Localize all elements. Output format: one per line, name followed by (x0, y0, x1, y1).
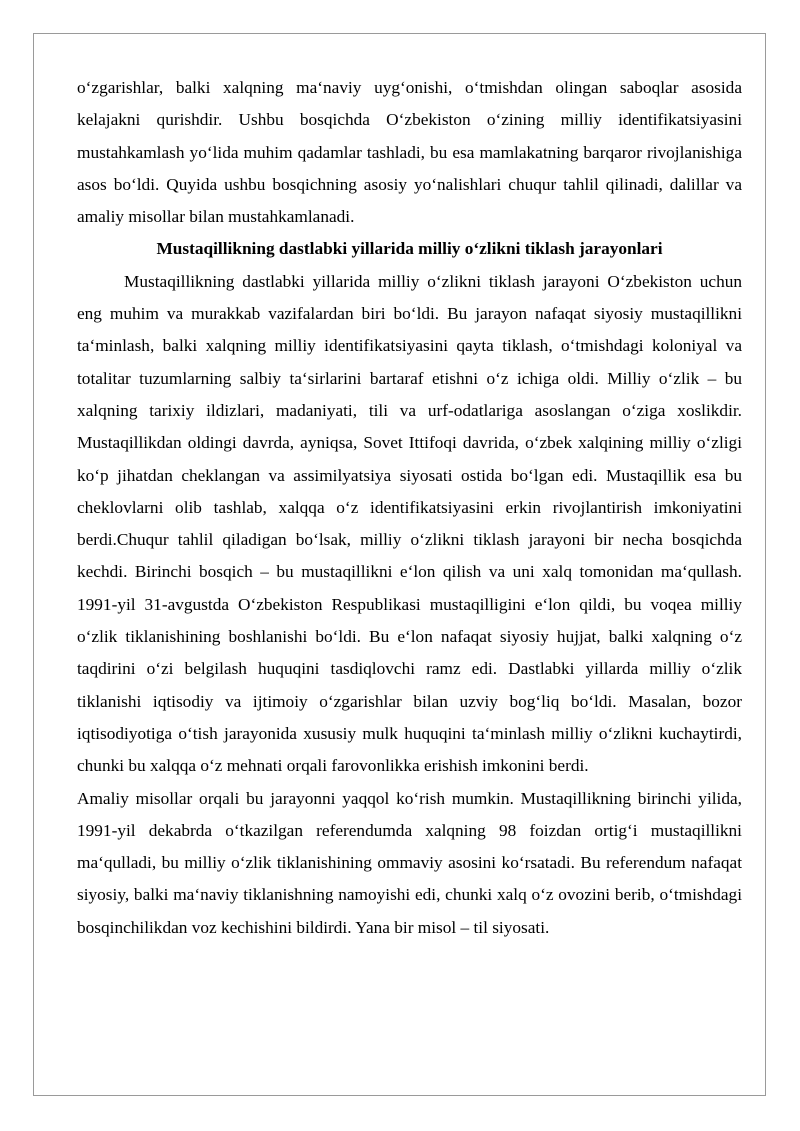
paragraph-intro: o‘zgarishlar, balki xalqning ma‘naviy uyg‘onishi, o‘tmishdan olingan saboqlar asosida kelajakni qurishdir. Ushbu bosqichda O‘zbekiston o‘zining milliy identifikatsiyasini mustahkamlash yo‘lida muhim qadamlar tashladi, bu esa mamlakatning barqaror rivojlanishiga asos bo‘ldi. Quyida ushbu bosqichning asosiy yo‘nalishlari chuqur tahlil qilinadi, dalillar va amaliy misollar bilan mustahkamlanadi. (77, 78, 742, 227)
paragraph-examples: Amaliy misollar orqali bu jarayonni yaqqol ko‘rish mumkin. Mustaqillikning birinchi yilida, 1991-yil dekabrda o‘tkazilgan referendumda xalqning 98 foizdan ortig‘i mustaqillikni ma‘qulladi, bu milliy o‘zlik tiklanishining ommaviy asosini ko‘rsatadi. Bu referendum nafaqat siyosiy, balki ma‘naviy tiklanishning namoyishi edi, chunki xalq o‘z ovozini berib, o‘tmishdagi bosqinchilikdan voz kechishini bildirdi. Yana bir misol – til siyosati. (77, 788, 742, 937)
document-body (77, 72, 742, 944)
section-heading: Mustaqillikning dastlabki yillarida milliy o‘zlikni tiklash jarayonlari (156, 239, 663, 259)
paragraph-main: Mustaqillikning dastlabki yillarida milliy o‘zlikni tiklash jarayoni O‘zbekiston uchun eng muhim va murakkab vazifalardan biri bo‘ldi. Bu jarayon nafaqat siyosiy mustaqillikni ta‘minlash, balki xalqning milliy identifikatsiyasini qayta tiklash, o‘tmishdagi koloniyal va totalitar tuzumlarning salbiy ta‘sirlarini bartaraf etishni o‘z ichiga oldi. Milliy o‘zlik – bu xalqning tarixiy ildizlari, madaniyati, tili va urf-odatlariga asoslangan o‘ziga xoslikdir. Mustaqillikdan oldingi davrda, ayniqsa, Sovet Ittifoqi davrida, o‘zbek xalqining milliy o‘zligi ko‘p jihatdan cheklangan va assimilyatsiya siyosati ostida bo‘lgan edi. Mustaqillik esa bu cheklovlarni olib tashlab, xalqqa o‘z identifikatsiyasini erkin rivojlantirish imkoniyatini berdi.Chuqur tahlil qiladigan bo‘lsak, milliy o‘zlikni tiklash jarayoni bir necha bosqichda kechdi. Birinchi bosqich – bu mustaqillikni e‘lon qilish va uni xalq tomonidan ma‘qullash. 1991-yil 31-avgustda O‘zbekiston Respublikasi mustaqilligini e‘lon qildi, bu voqea milliy o‘zlik tiklanishining boshlanishi bo‘ldi. Bu e‘lon nafaqat siyosiy hujjat, balki xalqning o‘z taqdirini o‘zi belgilash huquqini tasdiqlovchi ramz edi. Dastlabki yillarda milliy o‘zlik tiklanishi iqtisodiy va ijtimoiy o‘zgarishlar bilan uzviy bog‘liq bo‘ldi. Masalan, bozor iqtisodiyotiga o‘tish jarayonida xususiy mulk huquqini ta‘minlash milliy o‘zlikni kuchaytirdi, chunki bu xalqqa o‘z mehnati orqali farovonlikka erishish imkonini berdi. (77, 271, 742, 776)
